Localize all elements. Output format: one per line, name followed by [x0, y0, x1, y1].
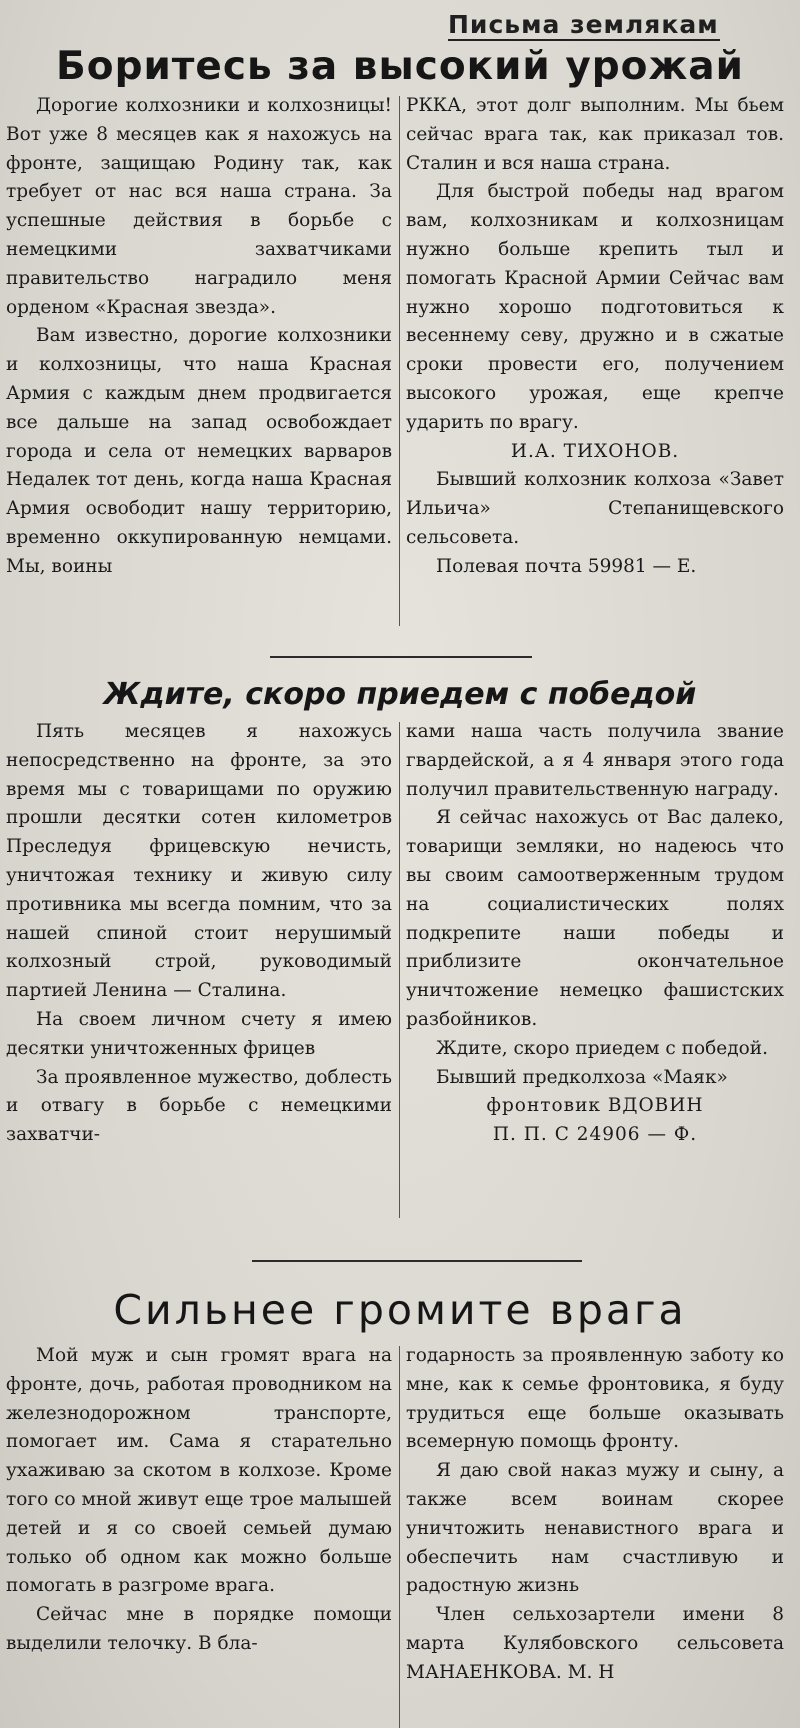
- article1-signature-note: Бывший колхозник колхоза «Завет Ильича» Степанищевского сельсовета.: [406, 469, 784, 548]
- article2-paragraph: Пять месяцев я нахожусь непосредственно на фронте, за это время мы с товарищами по оружию прошли десятки сотен километров Преследуя фрицевскую нечисть, уничтожая технику и живую силу противника мы всегда помним, что за нашей спиной стоит нерушимый колхозный строй, руководимый партией Ленина — Сталина.: [6, 721, 392, 1002]
- section-divider: [270, 656, 532, 658]
- article1-column-left: [6, 92, 392, 654]
- article2-signature-note: Бывший предколхоза «Маяк»: [436, 1066, 728, 1088]
- article2-paragraph: Я сейчас нахожусь от Вас далеко, товарищи земляки, но надеюсь что вы своим самоотверженным трудом на социалистических полях подкрепите наши победы и приблизите окончательное уничтожение немецко фашистских разбойников.: [406, 807, 784, 1030]
- article1-signature: И.А. ТИХОНОВ.: [510, 440, 680, 462]
- rubric-heading: Письма землякам: [448, 10, 719, 39]
- article1-paragraph: Для быстрой победы над врагом вам, колхозникам и колхозницам нужно больше крепить тыл и помогать Красной Армии Сейчас вам нужно хорошо подготовиться к весеннему севу, дружно и в сжатые сроки провести его, получением высокого урожая, еще крепче ударить по врагу.: [406, 181, 784, 433]
- article3-paragraph: Мой муж и сын громят врага на фронте, дочь, работая проводником на железнодорожном транспорте, помогает им. Сама я старательно ухаживаю за скотом в колхозе. Кроме того со мной живут еще трое малышей детей и я со своей семьей думаю только об одном как можно больше помогать в разгроме врага.: [6, 1345, 392, 1597]
- article2-paragraph: На своем личном счету я имею десятки уничтоженных фрицев: [6, 1008, 392, 1059]
- article3-column-left: [6, 1342, 392, 1728]
- article1-field-post: Полевая почта 59981 — Е.: [436, 555, 697, 577]
- article2-signature: фронтовик ВДОВИН: [486, 1095, 704, 1117]
- article3-paragraph: Я даю свой наказ мужу и сыну, а также всем воинам скорее уничтожить ненавистного врага и обеспечить нам счастливую и радостную жизнь: [406, 1460, 784, 1597]
- article1-title: Боритесь за высокий урожай: [56, 44, 744, 89]
- article3-column-right: [406, 1342, 784, 1728]
- article3-signature: Член сельхозартели имени 8 марта Кулябовского сельсовета МАНАЕНКОВА. М. Н: [406, 1604, 784, 1683]
- article1-paragraph: РККА, этот долг выполним. Мы бьем сейчас врага так, как приказал тов. Сталин и вся наша страна.: [406, 95, 784, 174]
- article3-paragraph: годарность за проявленную заботу ко мне, как к семье фронтовика, я буду трудиться еще больше оказывать всемерную помощь фронту.: [406, 1345, 784, 1453]
- section-divider: [252, 1260, 582, 1262]
- column-divider: [399, 96, 400, 626]
- column-divider: [399, 722, 400, 1218]
- article2-paragraph: Ждите, скоро приедем с победой.: [436, 1037, 768, 1059]
- article2-column-left: [6, 718, 392, 1234]
- article2-title: Ждите, скоро приедем с победой: [103, 677, 697, 712]
- article1-paragraph: Дорогие колхозники и колхозницы! Вот уже 8 месяцев как я нахожусь на фронте, защищаю Родину так, как требует от нас вся наша страна. За успешные действия в борьбе с немецкими захватчиками правительство наградило меня орденом «Красная звезда».: [6, 95, 392, 318]
- article1-column-right: [406, 92, 784, 654]
- article2-paragraph: ками наша часть получила звание гвардейской, а я 4 января этого года получил правительственную награду.: [406, 721, 784, 800]
- article2-field-post: П. П. С 24906 — Ф.: [492, 1124, 698, 1146]
- article2-paragraph: За проявленное мужество, доблесть и отвагу в борьбе с немецкими захватчи-: [6, 1066, 392, 1146]
- article3-paragraph: Сейчас мне в порядке помощи выделили телочку. В бла-: [6, 1604, 392, 1654]
- column-divider: [399, 1346, 400, 1728]
- article2-column-right: [406, 718, 784, 1234]
- article1-paragraph: Вам известно, дорогие колхозники и колхозницы, что наша Красная Армия с каждым днем продвигается все дальше на запад освобождает города и села от немецких варваров Недалек тот день, когда наша Красная Армия освободит нашу территорию, временно оккупированную немцами. Мы, воины: [6, 325, 392, 577]
- article3-title: Сильнее громите врага: [113, 1286, 687, 1334]
